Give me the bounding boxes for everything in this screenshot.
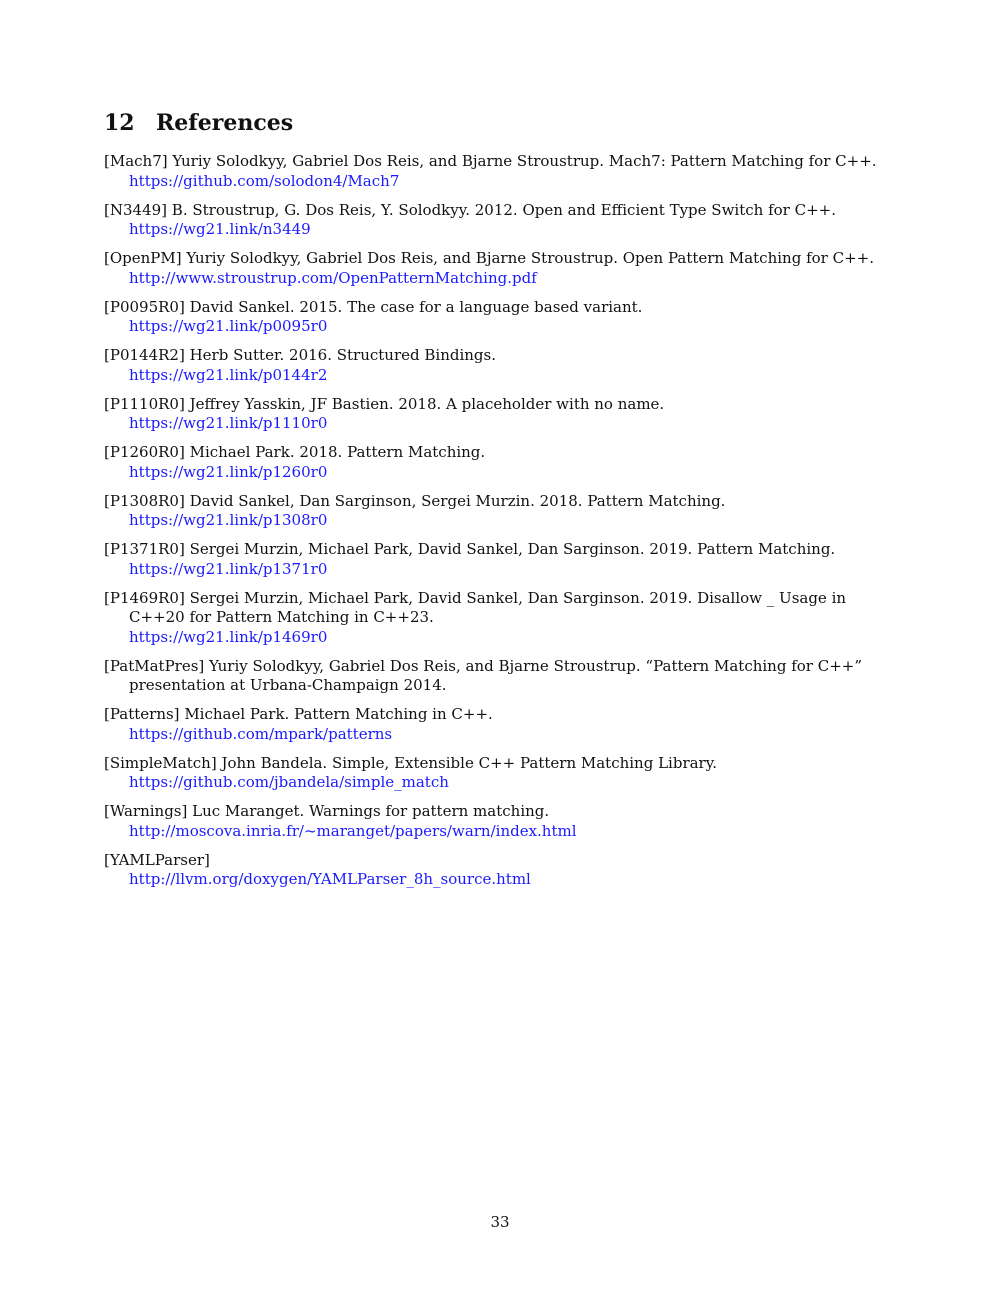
reference-text: Sergei Murzin, Michael Park, David Sankel, Dan Sarginson. 2019. Disallow _ Usage in C++20 for Pattern Matching in C++23. bbox=[129, 588, 847, 626]
reference-link[interactable]: http://www.stroustrup.com/OpenPatternMatching.pdf bbox=[129, 268, 537, 287]
reference-key: [P1371R0] bbox=[104, 540, 185, 558]
page-number: 33 bbox=[490, 1213, 510, 1231]
reference-item bbox=[104, 249, 897, 288]
reference-item bbox=[104, 754, 897, 793]
section-title: References bbox=[156, 110, 294, 136]
reference-item bbox=[104, 657, 897, 696]
reference-link[interactable]: http://llvm.org/doxygen/YAMLParser_8h_source.html bbox=[129, 870, 531, 888]
reference-key: [Warnings] bbox=[104, 802, 188, 820]
section-number: 12 bbox=[104, 110, 135, 136]
reference-key: [OpenPM] bbox=[104, 249, 182, 267]
reference-key: [P0144R2] bbox=[104, 346, 185, 364]
section-heading bbox=[104, 108, 293, 138]
reference-key: [P0095R0] bbox=[104, 297, 185, 316]
reference-key: [PatMatPres] bbox=[104, 656, 205, 675]
reference-link[interactable]: https://wg21.link/n3449 bbox=[129, 220, 311, 238]
reference-text: David Sankel. 2015. The case for a language based variant. bbox=[189, 297, 643, 316]
reference-text: David Sankel, Dan Sarginson, Sergei Murzin. 2018. Pattern Matching. bbox=[189, 491, 726, 510]
reference-key: [P1260R0] bbox=[104, 443, 185, 461]
reference-item bbox=[104, 540, 897, 579]
reference-item bbox=[104, 201, 897, 240]
reference-link[interactable]: https://wg21.link/p1308r0 bbox=[129, 511, 328, 529]
reference-key: [Patterns] bbox=[104, 705, 180, 723]
reference-text: John Bandela. Simple, Extensible C++ Pattern Matching Library. bbox=[221, 753, 717, 772]
reference-item bbox=[104, 298, 897, 337]
reference-item bbox=[104, 443, 897, 482]
reference-key: [N3449] bbox=[104, 200, 168, 219]
reference-key: [SimpleMatch] bbox=[104, 753, 217, 772]
reference-text: Yuriy Solodkyy, Gabriel Dos Reis, and Bjarne Stroustrup. Mach7: Pattern Matching for C++. bbox=[172, 152, 877, 170]
reference-text: Luc Maranget. Warnings for pattern matching. bbox=[192, 802, 550, 820]
reference-text: Michael Park. Pattern Matching in C++. bbox=[184, 705, 493, 723]
reference-link[interactable]: https://wg21.link/p1260r0 bbox=[129, 462, 328, 481]
reference-text: Yuriy Solodkyy, Gabriel Dos Reis, and Bjarne Stroustrup. Open Pattern Matching for C++. bbox=[186, 249, 874, 267]
reference-item bbox=[104, 346, 897, 385]
reference-link[interactable]: https://github.com/jbandela/simple_match bbox=[129, 773, 449, 791]
reference-link[interactable]: https://wg21.link/p0095r0 bbox=[129, 317, 328, 335]
reference-text: Jeffrey Yasskin, JF Bastien. 2018. A placeholder with no name. bbox=[189, 394, 665, 413]
reference-link[interactable]: https://github.com/mpark/patterns bbox=[129, 724, 393, 743]
reference-item bbox=[104, 395, 897, 434]
reference-link[interactable]: https://wg21.link/p1371r0 bbox=[129, 559, 328, 578]
reference-key: [P1469R0] bbox=[104, 588, 185, 607]
reference-text: Sergei Murzin, Michael Park, David Sankel, Dan Sarginson. 2019. Pattern Matching. bbox=[189, 540, 836, 558]
reference-key: [P1110R0] bbox=[104, 394, 185, 413]
reference-link[interactable]: https://wg21.link/p1469r0 bbox=[129, 627, 328, 646]
reference-key: [P1308R0] bbox=[104, 491, 185, 510]
reference-text: Yuriy Solodkyy, Gabriel Dos Reis, and Bjarne Stroustrup. “Pattern Matching for C++” presentation at Urbana-Champaign 2014. bbox=[129, 656, 863, 694]
reference-link[interactable]: https://wg21.link/p1110r0 bbox=[129, 414, 328, 432]
reference-item bbox=[104, 152, 897, 191]
reference-item bbox=[104, 492, 897, 531]
reference-link[interactable]: http://moscova.inria.fr/~maranget/papers/warn/index.html bbox=[129, 821, 577, 840]
reference-item bbox=[104, 705, 897, 744]
reference-link[interactable]: https://wg21.link/p0144r2 bbox=[129, 365, 328, 384]
reference-list bbox=[104, 152, 897, 899]
reference-key: [Mach7] bbox=[104, 152, 168, 170]
reference-item bbox=[104, 802, 897, 841]
reference-text: Michael Park. 2018. Pattern Matching. bbox=[189, 443, 486, 461]
reference-key: [YAMLParser] bbox=[104, 850, 210, 869]
reference-link[interactable]: https://github.com/solodon4/Mach7 bbox=[129, 171, 400, 190]
reference-item bbox=[104, 851, 897, 890]
reference-item bbox=[104, 589, 897, 648]
reference-text: Herb Sutter. 2016. Structured Bindings. bbox=[189, 346, 496, 364]
reference-text: B. Stroustrup, G. Dos Reis, Y. Solodkyy. 2012. Open and Efficient Type Switch for C++. bbox=[171, 200, 836, 219]
